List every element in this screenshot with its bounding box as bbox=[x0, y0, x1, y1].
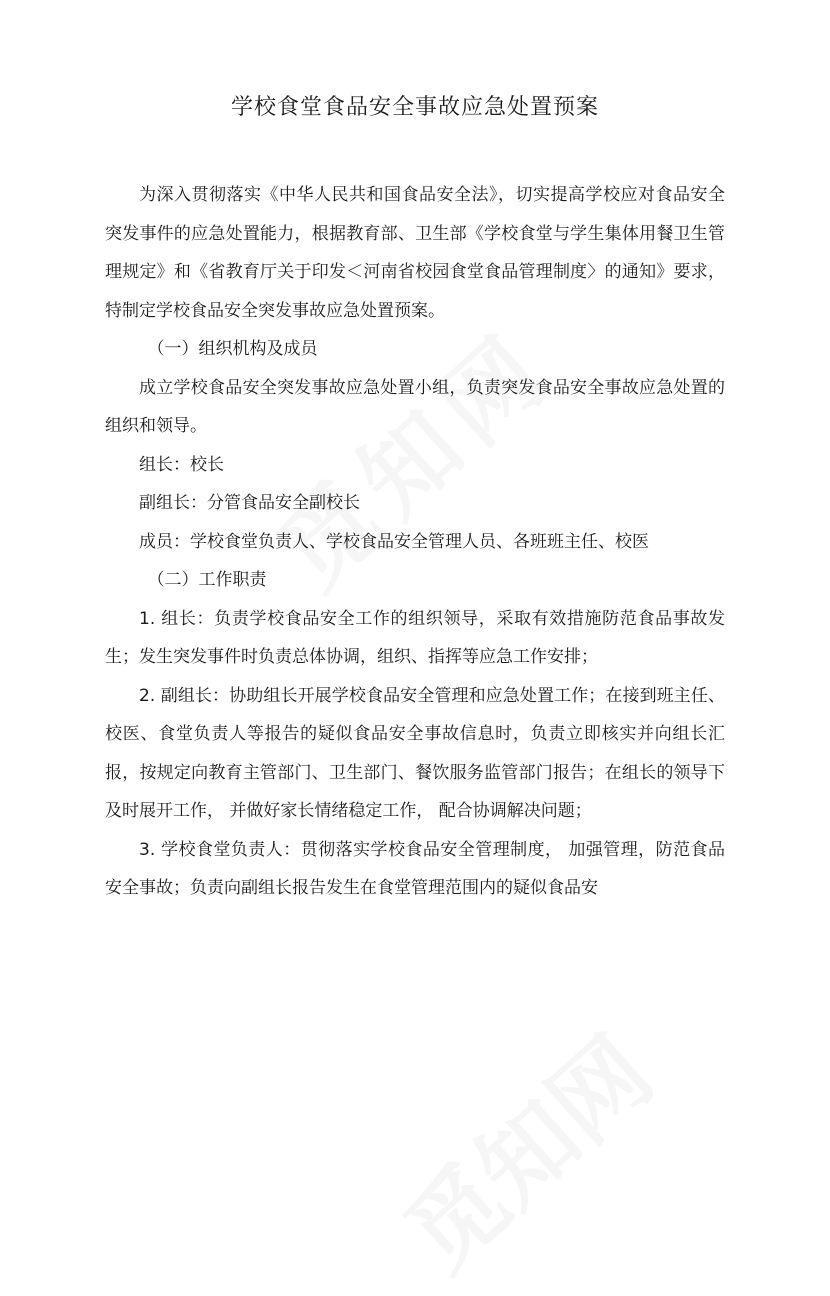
duty-item-1 bbox=[105, 600, 725, 677]
organization-paragraph: 成立学校食品安全突发事故应急处置小组，负责突发食品安全事故应急处置的组织和领导。 bbox=[105, 377, 725, 436]
section-heading-organization: （一）组织机构及成员 bbox=[147, 339, 318, 359]
members-line: 成员：学校食堂负责人、学校食品安全管理人员、各班班主任、校医 bbox=[139, 531, 649, 552]
duty-item-1-text: 组长：负责学校食品安全工作的组织领导，采取有效措施防范食品事故发生；发生突发事件时负责总体协调，组织、指挥等应急工作安排； bbox=[105, 608, 726, 667]
document-body bbox=[105, 176, 725, 908]
duty-item-3-text: 学校食堂负责人：贯彻落实学校食品安全管理制度， 加强管理，防范食品安全事故；负责向副组长报告发生在食堂管理范围内的疑似食品安 bbox=[105, 839, 725, 898]
duty-item-2 bbox=[105, 677, 725, 831]
document-title: 学校食堂食品安全事故应急处置预案 bbox=[230, 95, 599, 120]
duty-item-1-number: 1. bbox=[139, 608, 156, 629]
watermark-bottom bbox=[371, 1001, 677, 1296]
leader-line: 组长：校长 bbox=[139, 454, 224, 475]
intro-paragraph: 为深入贯彻落实《中华人民共和国食品安全法》，切实提高学校应对食品安全突发事件的应急处置能力，根据教育部、卫生部《学校食堂与学生集体用餐卫生管理规定》和《省教育厅关于印发＜河南省校园食堂食品管理制度〉的通知》要求，特制定学校食品安全突发事故应急处置预案。 bbox=[105, 185, 725, 321]
duty-item-2-text: 副组长：协助组长开展学校食品安全管理和应急处置工作；在接到班主任、校医、食堂负责人等报告的疑似食品安全事故信息时，负责立即核实并向组长汇报，按规定向教育主管部门、卫生部门、餐饮服务监管部门报告；在组长的领导下及时展开工作， 并做好家长情绪稳定工作， 配合协调解决问题； bbox=[105, 685, 726, 821]
duty-item-2-number: 2. bbox=[139, 685, 156, 706]
duty-item-3 bbox=[105, 831, 725, 908]
duty-item-3-number: 3. bbox=[139, 839, 156, 860]
deputy-leader-line: 副组长：分管食品安全副校长 bbox=[139, 493, 360, 513]
section-heading-duties: （二）工作职责 bbox=[147, 570, 267, 590]
